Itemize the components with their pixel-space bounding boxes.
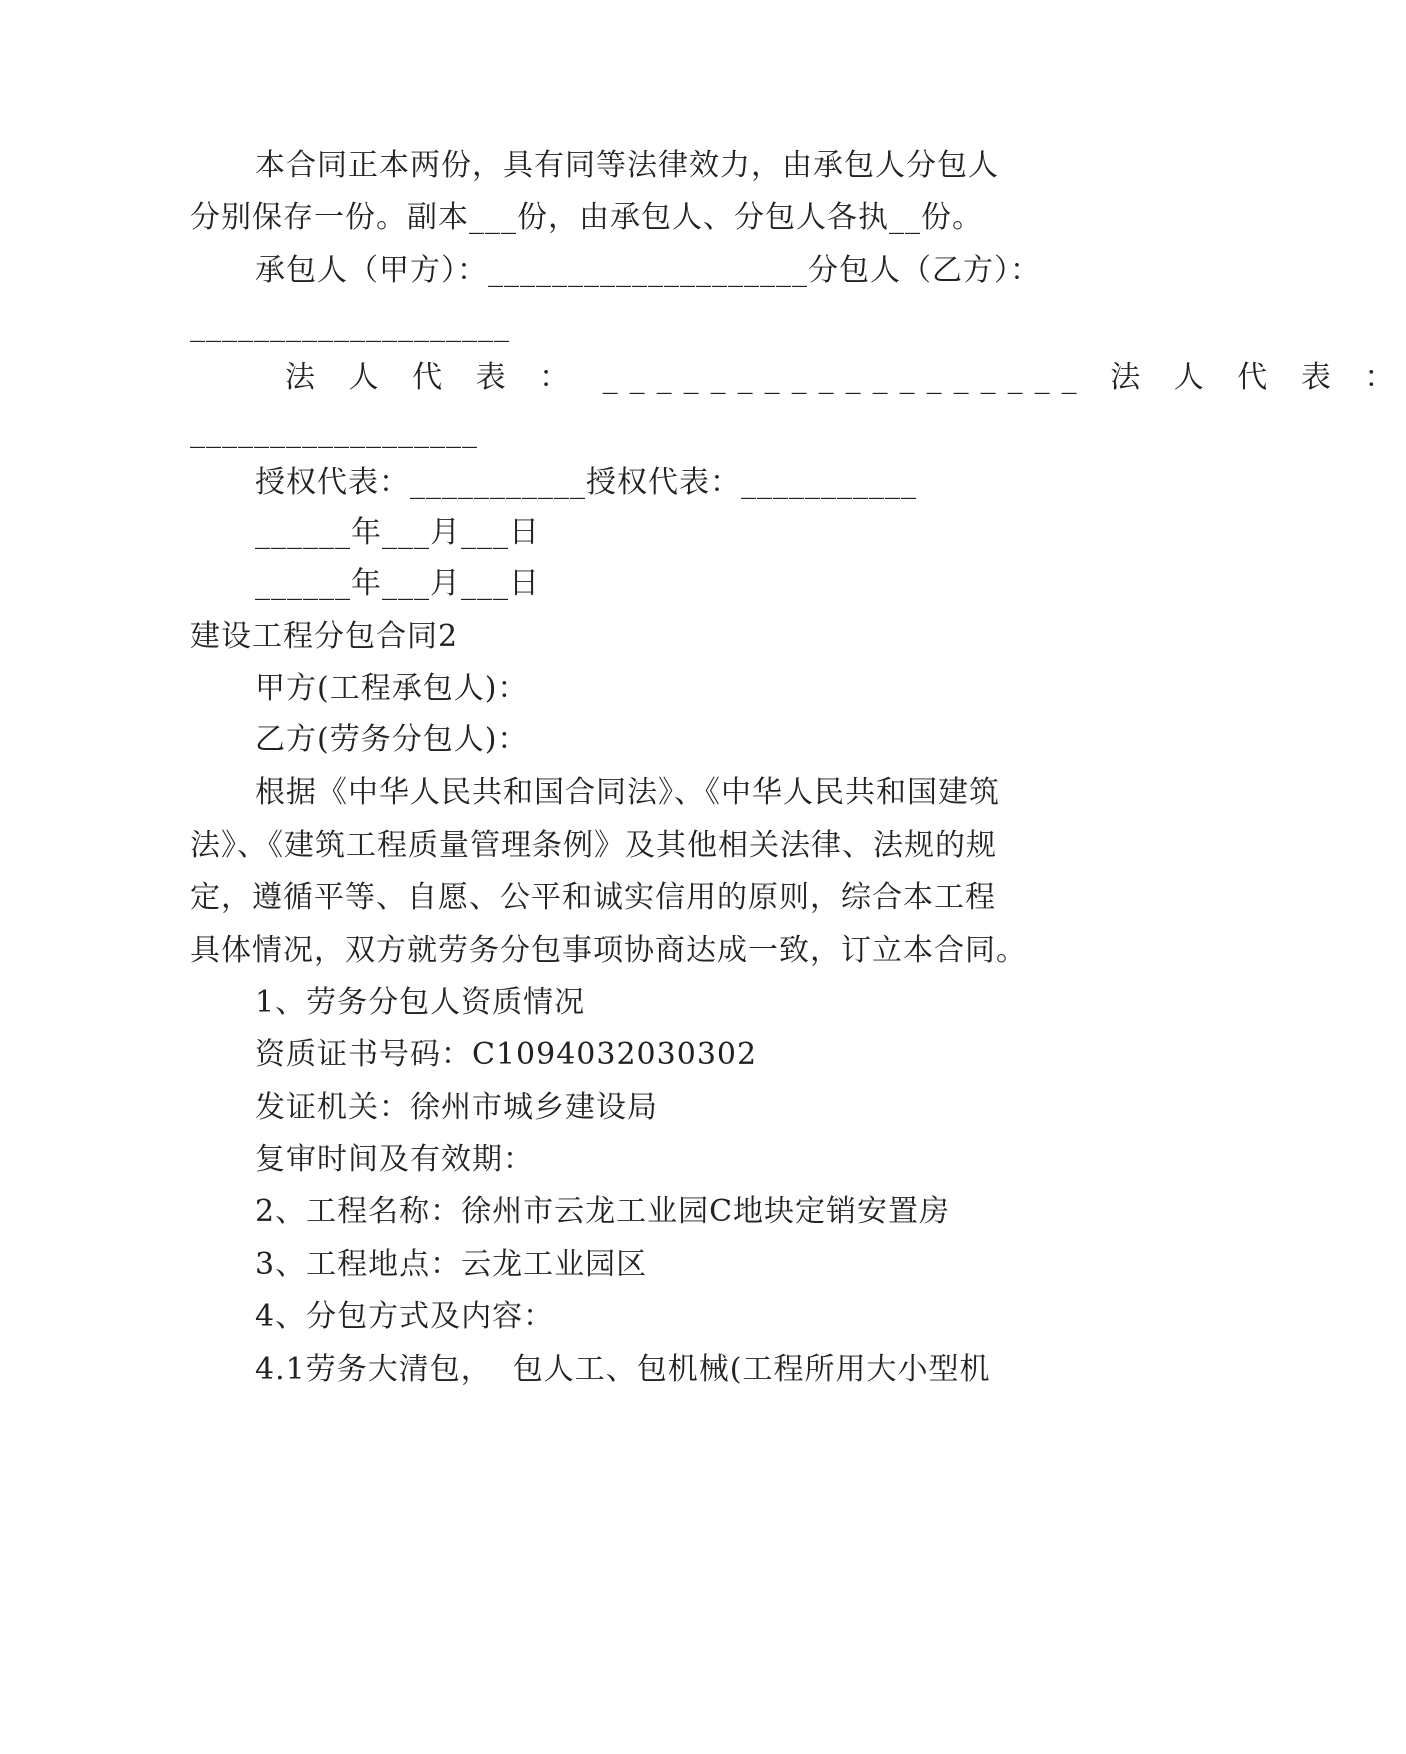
party-a-line: 甲方(工程承包人)： (255, 671, 529, 706)
paragraph-line: 定，遵循平等、自愿、公平和诚实信用的原则，综合本工程 (190, 880, 996, 915)
section-title: 建设工程分包合同2 (190, 619, 459, 654)
auth-rep-line: 授权代表：___________授权代表：___________ (255, 465, 917, 500)
contractor-signature-continuation: ____________________ (190, 308, 510, 343)
paragraph-line: 法》、《建筑工程质量管理条例》及其他相关法律、法规的规 (190, 828, 997, 863)
paragraph-line: 根据《中华人民共和国合同法》、《中华人民共和国建筑 (255, 775, 1000, 810)
list-item: 复审时间及有效期： (255, 1142, 534, 1177)
list-item: 4、分包方式及内容： (255, 1299, 555, 1334)
legal-rep-line: 法 人 代 表 ： __________________ 法 人 代 表 ： (285, 360, 1406, 395)
party-b-line: 乙方(劳务分包人)： (255, 722, 529, 757)
list-item: 资质证书号码：C1094032030302 (255, 1037, 758, 1072)
date-line: ______年___月___日 (255, 515, 540, 550)
list-item: 4.1劳务大清包， 包人工、包机械(工程所用大小型机 (255, 1352, 991, 1387)
contractor-signature-line: 承包人（甲方）：____________________分包人（乙方）： (255, 253, 1041, 288)
list-item: 1、劳务分包人资质情况 (255, 985, 586, 1020)
paragraph-line: 分别保存一份。副本___份，由承包人、分包人各执__份。 (190, 200, 983, 235)
date-line: ______年___月___日 (255, 566, 540, 601)
list-item: 发证机关：徐州市城乡建设局 (255, 1090, 658, 1125)
legal-rep-continuation: __________________ (190, 414, 478, 449)
paragraph-line: 本合同正本两份，具有同等法律效力，由承包人分包人 (255, 148, 999, 183)
list-item: 2、工程名称：徐州市云龙工业园C地块定销安置房 (255, 1194, 951, 1229)
list-item: 3、工程地点：云龙工业园区 (255, 1247, 648, 1282)
paragraph-line: 具体情况，双方就劳务分包事项协商达成一致，订立本合同。 (190, 933, 1027, 968)
